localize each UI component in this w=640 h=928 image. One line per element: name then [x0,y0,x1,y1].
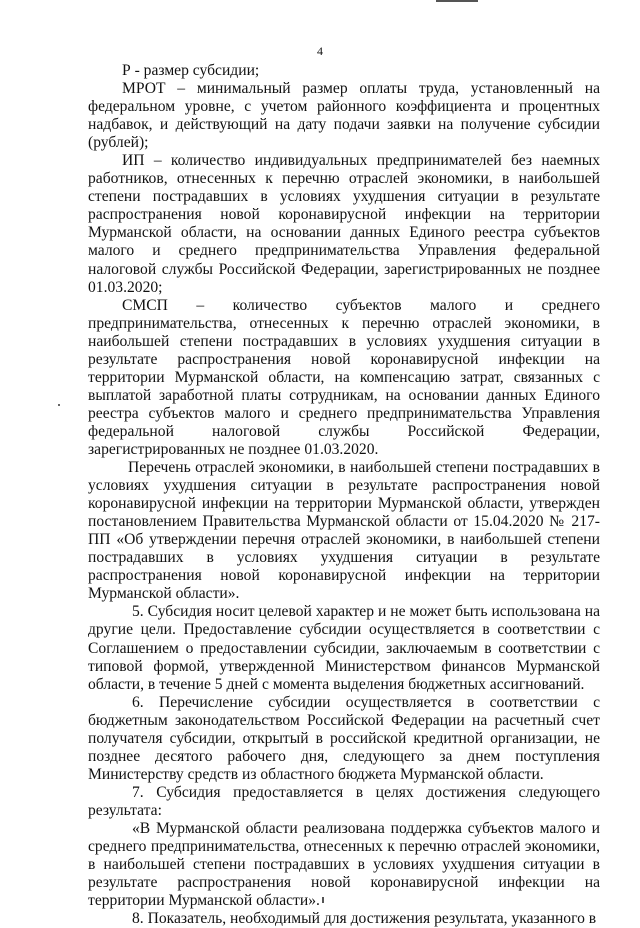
paragraph-ip: ИП – количество индивидуальных предпринимателей без наемных работников, отнесенных к перечню отраслей экономики, в наибольшей степени пострадавших в условиях ухудшения ситуации в результате распространения новой коронавирусной инфекции на территории Мурманской области, на основании данных Единого реестра субъектов малого и среднего предпринимательства Управления федеральной налоговой службы Российской Федерации, зарегистрированных не позднее 01.03.2020; [88,152,600,296]
paragraph-subsidy-size: Р - размер субсидии; [122,62,260,79]
paragraph-industry-list: Перечень отраслей экономики, в наибольшей степени пострадавших в условиях ухудшения ситуации в результате распространения новой коронавирусной инфекции на территории Мурманской области, утвержден постановлением Правительства Мурманской области от 15.04.2020 № 217-ПП «Об утверждении перечня отраслей экономики, в наибольшей степени пострадавших в условиях ухудшения ситуации в результате распространения новой коронавирусной инфекции на территории Мурманской области». [88,459,600,603]
page-number: 4 [317,44,323,58]
scan-bottom-mark [322,897,324,903]
paragraph-mrot: МРОТ – минимальный размер оплаты труда, установленный на федеральном уровне, с учетом районного коэффициента и процентных надбавок, и действующий на дату подачи заявки на получение субсидии (рублей); [88,80,600,152]
scan-top-mark [436,0,478,2]
paragraph-clause-6: 6. Перечисление субсидии осуществляется в соответствии с бюджетным законодательством Российской Федерации на расчетный счет получателя субсидии, открытый в российской кредитной организации, не позднее десятого рабочего дня, следующего за днем поступления Министерству средств из областного бюджета Мурманской области. [88,693,600,783]
paragraph-smsp: СМСП – количество субъектов малого и среднего предпринимательства, отнесенных к перечню отраслей экономики, в наибольшей степени пострадавших в условиях ухудшения ситуации в результате распространения новой коронавирусной инфекции на территории Мурманской области, на компенсацию затрат, связанных с выплатой заработной платы сотрудникам, на основании данных Единого реестра субъектов малого и среднего предпринимательства Управления федеральной налоговой службы Российской Федерации, зарегистрированных не позднее 01.03.2020. [88,296,600,458]
paragraph-clause-7-result: «В Мурманской области реализована поддержка субъектов малого и среднего предпринимательства, отнесенных к перечню отраслей экономики, в наибольшей степени пострадавших в условиях ухудшения ситуации в результате распространения новой коронавирусной инфекции на территории Мурманской области». [88,819,600,910]
paragraph-clause-7: 7. Субсидия предоставляется в целях достижения следующего результата: [88,783,600,819]
paragraph-clause-5: 5. Субсидия носит целевой характер и не может быть использована на другие цели. Предоставление субсидии осуществляется в соответствии с Соглашением о предоставлении субсидии, заключаемым в соответствии с типовой формой, утвержденной Министерством финансов Мурманской области, в течение 5 дней с момента выделения бюджетных ассигнований. [88,603,600,693]
paragraph-clause-8: 8. Показатель, необходимый для достижения результата, указанного в [132,910,597,928]
scan-speck [58,404,60,406]
document-body [88,62,600,928]
